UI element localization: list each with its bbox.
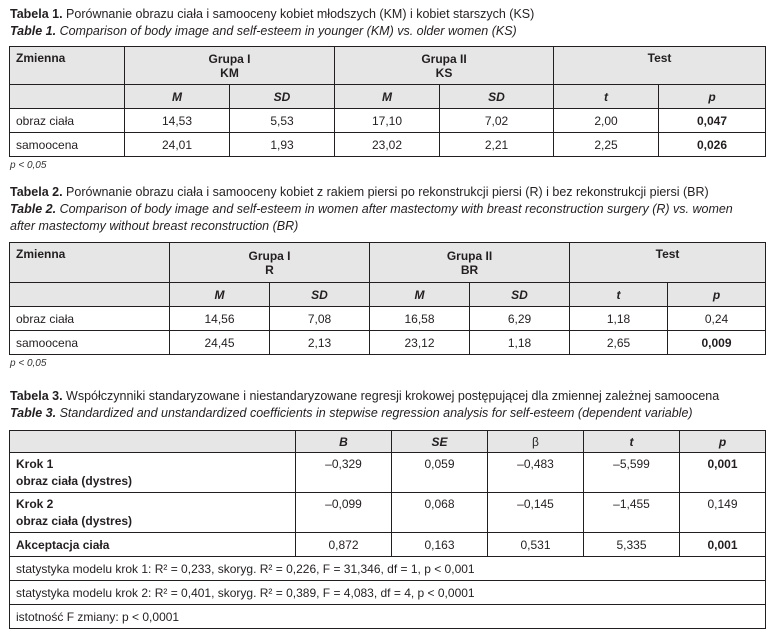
cell: 0,872 — [296, 533, 392, 557]
table2-sub-t: t — [570, 283, 668, 307]
cell: 2,25 — [554, 133, 659, 157]
cell: 2,21 — [440, 133, 554, 157]
cell: 14,56 — [170, 307, 270, 331]
cell: 1,18 — [470, 331, 570, 355]
table2-sub-sd2: SD — [470, 283, 570, 307]
table1-title-pl: Porównanie obrazu ciała i samooceny kobiet młodszych (KM) i kobiet starszych (KS) — [62, 7, 535, 21]
table1-sub-p: p — [659, 85, 766, 109]
cell: 24,45 — [170, 331, 270, 355]
table1-note: p < 0,05 — [10, 160, 47, 171]
table3-stat-step2: statystyka modelu krok 2: R² = 0,401, skoryg. R² = 0,389, F = 4,083, df = 4, p < 0,0001 — [10, 581, 766, 605]
table-row — [10, 331, 766, 355]
cell: 0,068 — [392, 493, 488, 533]
table2-header-variable: Zmienna — [10, 243, 170, 283]
row-label: Krok 1 obraz ciała (dystres) — [10, 453, 296, 493]
cell: 0,001 — [680, 533, 766, 557]
cell: –5,599 — [584, 453, 680, 493]
cell: 2,00 — [554, 109, 659, 133]
cell: 0,026 — [659, 133, 766, 157]
cell: 0,163 — [392, 533, 488, 557]
cell: 7,02 — [440, 109, 554, 133]
cell: 7,08 — [270, 307, 370, 331]
table2-sub-m2: M — [370, 283, 470, 307]
table2-title-pl: Porównanie obrazu ciała i samooceny kobiet z rakiem piersi po rekonstrukcji piersi (R) i bez rekonstrukcji piersi (BR) — [62, 185, 709, 199]
cell: 14,53 — [125, 109, 230, 133]
table2-header-group1: Grupa I R — [170, 243, 370, 283]
table3-label-pl: Tabela 3. — [10, 389, 63, 403]
cell: 17,10 — [335, 109, 440, 133]
table1-title-en: Comparison of body image and self-esteem in younger (KM) vs. older women (KS) — [56, 24, 517, 38]
table1-header-group2: Grupa II KS — [335, 47, 554, 85]
table2-caption — [10, 184, 733, 235]
cell: –0,099 — [296, 493, 392, 533]
cell: 0,059 — [392, 453, 488, 493]
row-label: Akceptacja ciała — [10, 533, 296, 557]
table2-note: p < 0,05 — [10, 358, 47, 369]
table2-title-en-1: Comparison of body image and self-esteem in women after mastectomy with breast reconstruction surgery (R) vs. women — [56, 202, 733, 216]
cell: 5,335 — [584, 533, 680, 557]
row-label: obraz ciała — [10, 109, 125, 133]
cell: 16,58 — [370, 307, 470, 331]
cell: –1,455 — [584, 493, 680, 533]
cell: 0,001 — [680, 453, 766, 493]
table3-caption — [10, 388, 719, 422]
cell: –0,483 — [488, 453, 584, 493]
row-label: Krok 2 obraz ciała (dystres) — [10, 493, 296, 533]
table2 — [9, 242, 766, 355]
cell: 0,531 — [488, 533, 584, 557]
table2-label-en: Table 2. — [10, 202, 57, 216]
table1-sub-sd2: SD — [440, 85, 554, 109]
table-row — [10, 493, 766, 533]
cell: 0,149 — [680, 493, 766, 533]
cell: –0,329 — [296, 453, 392, 493]
cell: 2,65 — [570, 331, 668, 355]
table1-sub-sd1: SD — [230, 85, 335, 109]
cell: 6,29 — [470, 307, 570, 331]
table2-sub-sd1: SD — [270, 283, 370, 307]
table1-header-group1: Grupa I KM — [125, 47, 335, 85]
table-row — [10, 133, 766, 157]
table-row — [10, 533, 766, 557]
cell: 0,047 — [659, 109, 766, 133]
table1 — [9, 46, 766, 157]
table1-sub-t: t — [554, 85, 659, 109]
cell: 24,01 — [125, 133, 230, 157]
table1-sub-m2: M — [335, 85, 440, 109]
row-label: obraz ciała — [10, 307, 170, 331]
cell: 1,18 — [570, 307, 668, 331]
cell: 0,24 — [668, 307, 766, 331]
table1-header-variable: Zmienna — [10, 47, 125, 85]
table2-header-group2: Grupa II BR — [370, 243, 570, 283]
table1-caption — [10, 6, 534, 40]
table2-label-pl: Tabela 2. — [10, 185, 63, 199]
table3-header-b: B — [296, 431, 392, 453]
table1-sub-m1: M — [125, 85, 230, 109]
table3-title-en: Standardized and unstandardized coefficients in stepwise regression analysis for self-esteem (dependent variable) — [56, 406, 693, 420]
cell: –0,145 — [488, 493, 584, 533]
table3-header-beta: β — [488, 431, 584, 453]
cell: 1,93 — [230, 133, 335, 157]
table3-stat-f-change: istotność F zmiany: p < 0,0001 — [10, 605, 766, 629]
table-row — [10, 453, 766, 493]
table2-title-en-2: after mastectomy without breast reconstruction (BR) — [10, 219, 299, 233]
table3-label-en: Table 3. — [10, 406, 57, 420]
table3-title-pl: Współczynniki standaryzowane i niestandaryzowane regresji krokowej postępującej dla zmiennej zależnej samoocena — [62, 389, 720, 403]
table1-header-test: Test — [554, 47, 766, 85]
cell: 0,009 — [668, 331, 766, 355]
cell: 23,02 — [335, 133, 440, 157]
cell: 2,13 — [270, 331, 370, 355]
table1-label-pl: Tabela 1. — [10, 7, 63, 21]
table3-header-p: p — [680, 431, 766, 453]
row-label: samoocena — [10, 133, 125, 157]
table3 — [9, 430, 766, 629]
table2-header-test: Test — [570, 243, 766, 283]
row-label: samoocena — [10, 331, 170, 355]
table1-label-en: Table 1. — [10, 24, 57, 38]
table-row — [10, 307, 766, 331]
table2-sub-p: p — [668, 283, 766, 307]
cell: 23,12 — [370, 331, 470, 355]
table-row — [10, 109, 766, 133]
table3-header-t: t — [584, 431, 680, 453]
table2-sub-m1: M — [170, 283, 270, 307]
cell: 5,53 — [230, 109, 335, 133]
table3-header-se: SE — [392, 431, 488, 453]
table3-stat-step1: statystyka modelu krok 1: R² = 0,233, skoryg. R² = 0,226, F = 31,346, df = 1, p < 0,001 — [10, 557, 766, 581]
